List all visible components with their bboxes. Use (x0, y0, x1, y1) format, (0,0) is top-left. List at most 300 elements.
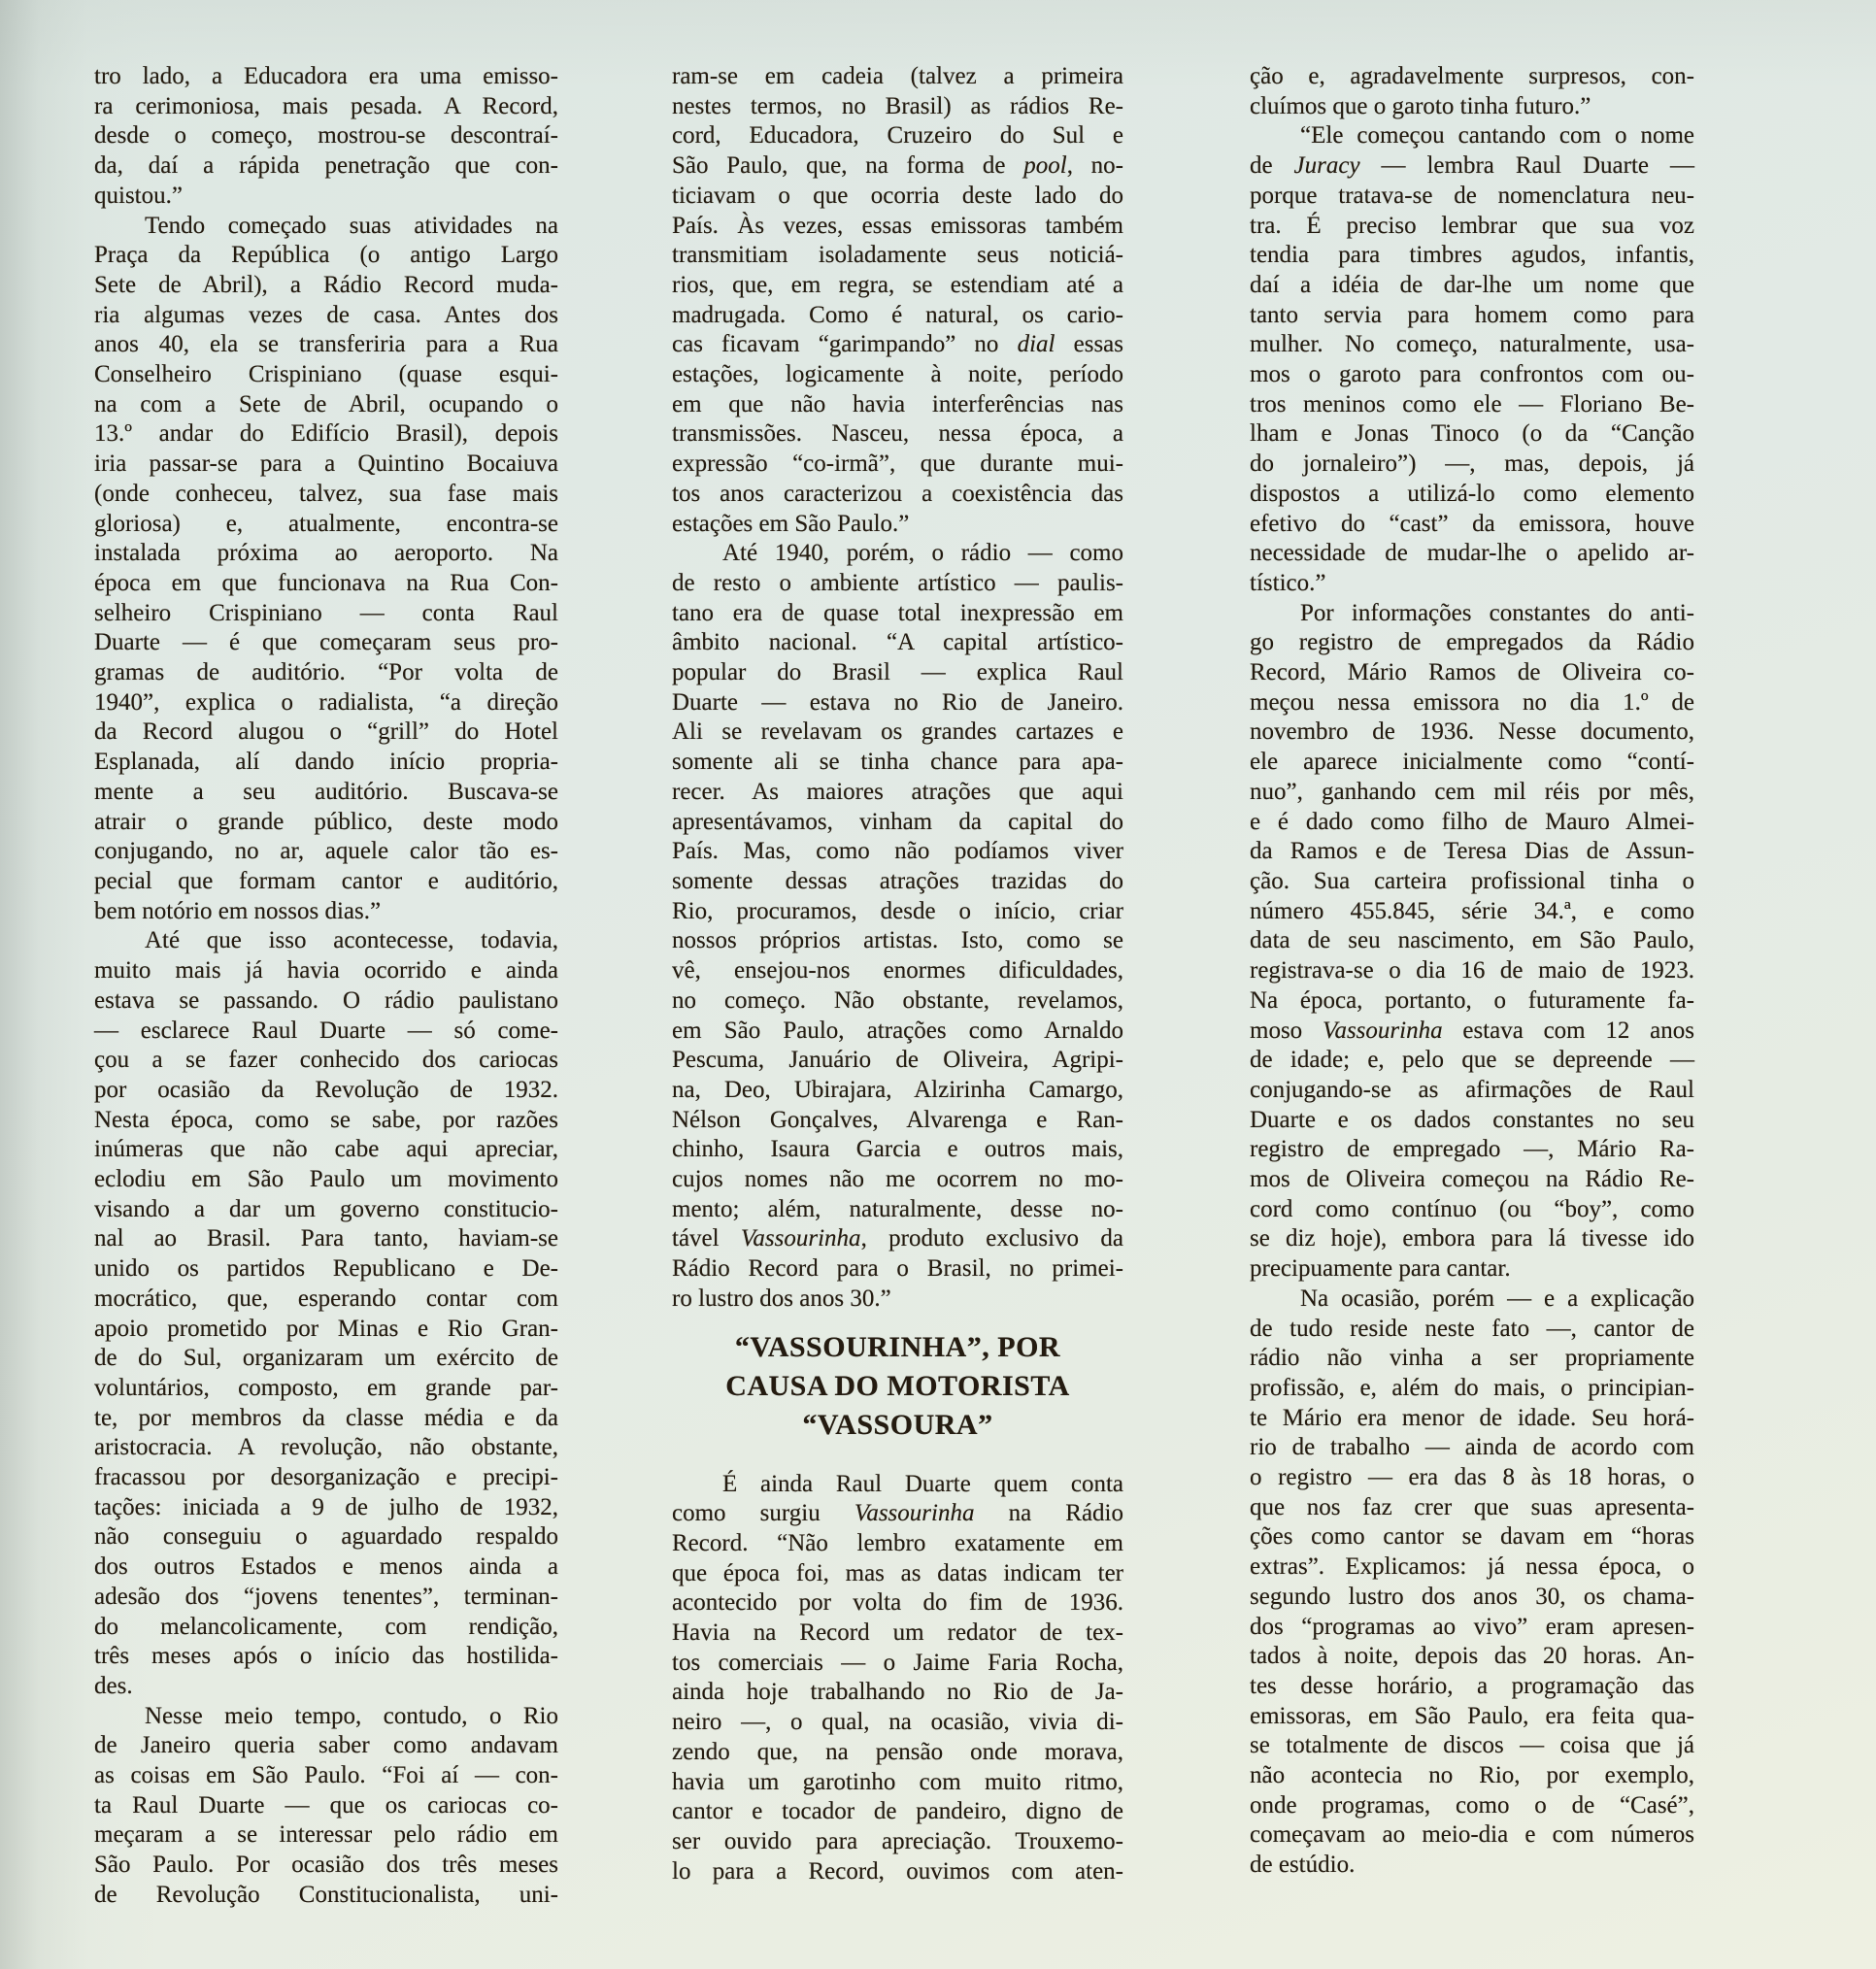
text-segment: Até 1940, porém, o rádio — como (722, 540, 1123, 567)
text-segment: tendia para timbres agudos, infantis, (1250, 242, 1694, 269)
text-line (672, 182, 1123, 212)
text-line (672, 1649, 1123, 1679)
text-line (672, 1076, 1123, 1106)
text-line (94, 658, 558, 688)
text-segment: data de seu nascimento, em São Paulo, (1250, 927, 1694, 954)
text-segment: Esplanada, alí dando início propria- (94, 749, 558, 776)
text-line (1250, 688, 1694, 718)
text-segment: segundo lustro dos anos 30, os chama- (1250, 1583, 1694, 1610)
text-line (94, 1613, 558, 1643)
text-segment: ele aparece inicialmente como “contí- (1250, 749, 1694, 776)
text-line (1250, 212, 1694, 242)
text-line (672, 1470, 1123, 1500)
paragraph (94, 62, 558, 212)
text-segment: extras”. Explicamos: já nessa época, o (1250, 1553, 1694, 1581)
heading-line: CAUSA DO MOTORISTA (725, 1369, 1070, 1402)
text-line (672, 808, 1123, 838)
text-line (672, 867, 1123, 897)
text-line (672, 360, 1123, 390)
text-line (94, 1642, 558, 1672)
text-line (672, 986, 1123, 1017)
text-segment: transmissões. Nasceu, nessa época, a (672, 420, 1123, 448)
text-segment: nossos próprios artistas. Isto, como se (672, 927, 1123, 954)
text-line (672, 121, 1123, 151)
text-line (672, 956, 1123, 986)
text-segment: nuo”, ganhando cem mil réis por mês, (1250, 778, 1694, 805)
text-line (1250, 956, 1694, 986)
text-segment: selheiro Crispiniano — conta Raul (94, 599, 558, 626)
text-segment: tanto servia para homem como para (1250, 301, 1694, 328)
paragraph (1250, 599, 1694, 1285)
text-line (94, 808, 558, 838)
text-segment: mos de Oliveira começou na Rádio Re- (1250, 1166, 1694, 1193)
text-segment: da Record alugou o “grill” do Hotel (94, 718, 558, 746)
text-segment: São Paulo. Por ocasião dos três meses (94, 1852, 558, 1879)
text-segment: tados à noite, depois das 20 horas. An- (1250, 1643, 1694, 1670)
text-line (94, 121, 558, 151)
text-segment: tes desse horário, a programação das (1250, 1672, 1694, 1699)
text-segment: voluntários, composto, em grande par- (94, 1374, 558, 1401)
text-line (94, 867, 558, 897)
text-line (94, 330, 558, 360)
text-segment: rios, que, em regra, se estendiam até a (672, 271, 1123, 298)
text-line (94, 301, 558, 331)
text-line (1250, 510, 1694, 540)
text-segment: efetivo do “cast” da emissora, houve (1250, 510, 1694, 537)
text-segment: desde o começo, mostrou-se descontraí- (94, 122, 558, 150)
text-line (1250, 1642, 1694, 1672)
text-segment: da, daí a rápida penetração que con- (94, 152, 558, 180)
text-segment: e é dado como filho de Mauro Almei- (1250, 808, 1694, 835)
text-segment: ção. Sua carteira profissional tinha o (1250, 867, 1694, 894)
text-segment: conjugando, no ar, aquele calor tão es- (94, 838, 558, 865)
text-line (94, 539, 558, 569)
text-segment: cord, Educadora, Cruzeiro do Sul e (672, 122, 1123, 150)
text-segment: no começo. Não obstante, revelamos, (672, 986, 1123, 1014)
text-line (94, 151, 558, 182)
paragraph (672, 1470, 1123, 1887)
text-segment: dos outros Estados e menos ainda a (94, 1553, 558, 1581)
text-segment: (onde conheceu, talvez, sua fase mais (94, 480, 558, 507)
text-segment: de (1250, 152, 1294, 180)
text-segment: go registro de empregados da Rádio (1250, 629, 1694, 656)
text-line (94, 1731, 558, 1761)
text-line (94, 1017, 558, 1047)
text-line (672, 1046, 1123, 1076)
text-segment: adesão dos “jovens tenentes”, terminan- (94, 1583, 558, 1610)
text-line (1250, 808, 1694, 838)
text-segment: número 455.845, série 34.ª, e como (1250, 897, 1694, 924)
text-segment: novembro de 1936. Nesse documento, (1250, 718, 1694, 746)
text-line (94, 1820, 558, 1851)
italic-text: pool (1023, 152, 1067, 180)
text-segment: que nos faz crer que suas apresenta- (1250, 1493, 1694, 1520)
text-segment: Ali se revelavam os grandes cartazes e (672, 718, 1123, 746)
text-line (1250, 569, 1694, 599)
text-line (94, 778, 558, 808)
text-segment: gloriosa) e, atualmente, encontra-se (94, 510, 558, 537)
text-line (94, 628, 558, 658)
text-line (94, 1522, 558, 1552)
text-segment: instalada próxima ao aeroporto. Na (94, 540, 558, 567)
text-segment: em que não havia interferências nas (672, 390, 1123, 417)
text-segment: cord como contínuo (ou “boy”, como (1250, 1195, 1694, 1222)
text-segment: transmitiam isoladamente seus noticiá- (672, 242, 1123, 269)
text-segment: não acontecia no Rio, por exemplo, (1250, 1762, 1694, 1789)
text-segment: estações, logicamente à noite, período (672, 361, 1123, 388)
text-line (1250, 1224, 1694, 1254)
text-segment: âmbito nacional. “A capital artístico- (672, 629, 1123, 656)
text-segment: Duarte — é que começaram seus pro- (94, 629, 558, 656)
text-segment: de tudo reside neste fato —, cantor de (1250, 1315, 1694, 1342)
text-line (94, 510, 558, 540)
text-segment: Havia na Record um redator de tex- (672, 1619, 1123, 1647)
text-segment: somente dessas atrações trazidas do (672, 867, 1123, 894)
text-line (1250, 926, 1694, 956)
text-line (94, 1552, 558, 1583)
text-segment: ram-se em cadeia (talvez a primeira (672, 63, 1123, 89)
text-line (1250, 837, 1694, 867)
text-segment: precipuamente para cantar. (1250, 1255, 1511, 1283)
text-line (672, 1768, 1123, 1798)
text-line (94, 956, 558, 986)
text-segment: mocrático, que, esperando contar com (94, 1285, 558, 1312)
italic-text: Vassourinha (740, 1225, 861, 1252)
text-line (672, 539, 1123, 569)
text-line (1250, 1285, 1694, 1315)
text-segment: Nesse meio tempo, contudo, o Rio (145, 1702, 558, 1729)
text-segment: Record. “Não lembro exatamente em (672, 1529, 1123, 1556)
text-line (672, 926, 1123, 956)
italic-text: dial (1017, 331, 1055, 358)
text-line (1250, 151, 1694, 182)
text-line (94, 62, 558, 92)
text-segment: Nesta época, como se sabe, por razões (94, 1106, 558, 1133)
text-segment: neiro —, o qual, na ocasião, vivia di- (672, 1709, 1123, 1736)
text-line (1250, 539, 1694, 569)
text-segment: çou a se fazer conhecido dos cariocas (94, 1047, 558, 1074)
text-line (1250, 1702, 1694, 1732)
text-segment: cujos nomes não me ocorrem no mo- (672, 1166, 1123, 1193)
text-line (672, 569, 1123, 599)
text-line (94, 1224, 558, 1254)
text-line (1250, 748, 1694, 778)
text-line (1250, 419, 1694, 450)
text-segment: mos o garoto para confrontos com ou- (1250, 361, 1694, 388)
text-segment: País. Mas, como não podíamos viver (672, 838, 1123, 865)
text-line (1250, 718, 1694, 748)
text-line (94, 986, 558, 1017)
text-line (672, 1708, 1123, 1738)
text-line (1250, 360, 1694, 390)
text-line (1250, 1404, 1694, 1434)
text-line (1250, 1851, 1694, 1881)
text-line (672, 1619, 1123, 1649)
text-segment: É ainda Raul Duarte quem conta (722, 1470, 1123, 1497)
text-segment: na com a Sete de Abril, ocupando o (94, 390, 558, 417)
text-segment: estava com 12 anos (1442, 1017, 1694, 1044)
text-segment: o registro — era das 8 às 18 horas, o (1250, 1464, 1694, 1491)
text-line (672, 1827, 1123, 1857)
text-line (94, 897, 558, 927)
text-line (1250, 450, 1694, 480)
text-segment: três meses após o início das hostilida- (94, 1643, 558, 1670)
text-line (94, 599, 558, 629)
text-line (1250, 1374, 1694, 1404)
text-line (672, 1738, 1123, 1768)
text-line (672, 1797, 1123, 1827)
text-segment: Rio, procuramos, desde o início, criar (672, 897, 1123, 924)
text-segment: ria algumas vezes de casa. Antes dos (94, 301, 558, 328)
text-segment: da Ramos e de Teresa Dias de Assun- (1250, 838, 1694, 865)
text-segment: aristocracia. A revolução, não obstante, (94, 1434, 558, 1461)
text-segment: como surgiu (672, 1500, 854, 1527)
text-segment: “Ele começou cantando com o nome (1300, 122, 1694, 150)
text-segment: bem notório em nossos dias.” (94, 897, 382, 924)
text-segment: 13.º andar do Edifício Brasil), depois (94, 420, 558, 448)
text-segment: meçaram a se interessar pelo rádio em (94, 1821, 558, 1849)
text-segment: nestes termos, no Brasil) as rádios Re- (672, 92, 1123, 119)
text-line (672, 450, 1123, 480)
text-line (94, 1135, 558, 1165)
text-segment: unido os partidos Republicano e De- (94, 1255, 558, 1283)
text-segment: acontecido por volta do fim de 1936. (672, 1589, 1123, 1617)
text-segment: mento; além, naturalmente, desse no- (672, 1195, 1123, 1222)
text-line (94, 419, 558, 450)
text-line (672, 92, 1123, 122)
text-column-2 (672, 62, 1123, 1886)
text-line (672, 151, 1123, 182)
text-segment: de Revolução Constitucionalista, uni- (94, 1881, 558, 1908)
text-line (672, 1165, 1123, 1195)
text-segment: Até que isso acontecesse, todavia, (145, 927, 558, 954)
text-segment: Praça da República (o antigo Largo (94, 242, 558, 269)
text-segment: ção e, agradavelmente surpresos, con- (1250, 63, 1694, 89)
text-segment: na, Deo, Ubirajara, Alzirinha Camargo, (672, 1076, 1123, 1103)
text-segment: na Rádio (974, 1500, 1123, 1527)
text-line (672, 1224, 1123, 1254)
text-segment: chinho, Isaura Garcia e outros mais, (672, 1136, 1123, 1163)
text-segment: de do Sul, organizaram um exército de (94, 1345, 558, 1372)
text-segment: Por informações constantes do anti- (1300, 599, 1694, 626)
text-line (94, 1672, 558, 1702)
text-segment: do jornaleiro”) —, mas, depois, já (1250, 451, 1694, 478)
text-segment: vê, ensejou-nos enormes dificuldades, (672, 957, 1123, 984)
text-line (1250, 986, 1694, 1017)
text-segment: ro lustro dos anos 30.” (672, 1285, 891, 1312)
text-line (1250, 480, 1694, 510)
text-line (94, 1433, 558, 1463)
text-line (94, 1463, 558, 1493)
text-segment: registro de empregado —, Mário Ra- (1250, 1136, 1694, 1163)
text-segment: tos comerciais — o Jaime Faria Rocha, (672, 1649, 1123, 1676)
text-line (1250, 1433, 1694, 1463)
text-line (1250, 1463, 1694, 1493)
text-line (94, 1583, 558, 1613)
text-segment: tações: iniciada a 9 de julho de 1932, (94, 1493, 558, 1520)
text-segment: quistou.” (94, 182, 183, 209)
text-line (1250, 1195, 1694, 1225)
text-line (672, 658, 1123, 688)
text-segment: de idade; e, pelo que se depreende — (1250, 1047, 1694, 1074)
text-line (672, 599, 1123, 629)
text-line (672, 301, 1123, 331)
text-line (672, 1678, 1123, 1708)
text-segment: , no- (1066, 152, 1123, 180)
text-segment: rádio não vinha a ser propriamente (1250, 1345, 1694, 1372)
text-segment: que época foi, mas as datas indicam ter (672, 1559, 1123, 1586)
text-segment: em São Paulo, atrações como Arnaldo (672, 1017, 1123, 1044)
text-segment: Tendo começado suas atividades na (145, 212, 558, 239)
text-segment: atrair o grande público, deste modo (94, 808, 558, 835)
text-line (94, 1254, 558, 1285)
text-segment: ainda hoje trabalhando no Rio de Ja- (672, 1679, 1123, 1706)
text-line (94, 1791, 558, 1821)
text-segment: — lembra Raul Duarte — (1359, 152, 1694, 180)
text-segment: Na época, portanto, o futuramente fa- (1250, 986, 1694, 1014)
text-line (1250, 1613, 1694, 1643)
text-segment: dispostos a utilizá-lo como elemento (1250, 480, 1694, 507)
text-segment: São Paulo, que, na forma de (672, 152, 1024, 180)
text-segment: registrava-se o dia 16 de maio de 1923. (1250, 957, 1694, 984)
text-segment: zendo que, na pensão onde morava, (672, 1738, 1123, 1765)
text-line (672, 330, 1123, 360)
text-segment: , produto exclusivo da (860, 1225, 1123, 1252)
text-segment: se diz hoje), embora para lá tivesse ido (1250, 1225, 1694, 1252)
text-segment: iria passar-se para a Quintino Bocaiuva (94, 451, 558, 478)
text-line (94, 212, 558, 242)
text-segment: porque tratava-se de nomenclatura neu- (1250, 182, 1694, 209)
text-segment: Conselheiro Crispiniano (quase esqui- (94, 361, 558, 388)
text-line (94, 1076, 558, 1106)
text-segment: conjugando-se as afirmações de Raul (1250, 1076, 1694, 1103)
text-line (1250, 1135, 1694, 1165)
text-segment: Pescuma, Januário de Oliveira, Agripi- (672, 1047, 1123, 1074)
text-segment: tano era de quase total inexpressão em (672, 599, 1123, 626)
text-segment: profissão, e, além do mais, o principian- (1250, 1374, 1694, 1401)
text-line (94, 1046, 558, 1076)
section-heading (672, 1328, 1123, 1445)
text-line (672, 1559, 1123, 1589)
text-line (1250, 241, 1694, 271)
text-line (94, 241, 558, 271)
paragraph (672, 539, 1123, 1314)
text-segment: 1940”, explica o radialista, “a direção (94, 688, 558, 716)
text-segment: te Mário era menor de idade. Seu horá- (1250, 1404, 1694, 1431)
text-segment: tro lado, a Educadora era uma emisso- (94, 63, 558, 89)
text-segment: inúmeras que não cabe aqui apreciar, (94, 1136, 558, 1163)
text-segment: começavam ao meio-dia e com números (1250, 1821, 1694, 1849)
text-line (1250, 330, 1694, 360)
text-segment: tos anos caracterizou a coexistência das (672, 480, 1123, 507)
text-line (1250, 897, 1694, 927)
text-column-1 (94, 62, 558, 1911)
text-segment: anos 40, ela se transferiria para a Rua (94, 331, 558, 358)
text-segment: des. (94, 1672, 133, 1699)
text-segment: ra cerimoniosa, mais pesada. A Record, (94, 92, 558, 119)
text-line (1250, 92, 1694, 122)
text-segment: Sete de Abril), a Rádio Record muda- (94, 271, 558, 298)
text-segment: cas ficavam “garimpando” no (672, 331, 1018, 358)
text-segment: popular do Brasil — explica Raul (672, 659, 1123, 686)
text-line (1250, 1820, 1694, 1851)
text-segment: não conseguiu o aguardado respaldo (94, 1523, 558, 1551)
paragraph (1250, 1285, 1694, 1881)
text-segment: mente a seu auditório. Buscava-se (94, 778, 558, 805)
text-line (94, 182, 558, 212)
text-line (1250, 1522, 1694, 1552)
text-line (94, 748, 558, 778)
text-segment: Nélson Gonçalves, Alvarenga e Ran- (672, 1106, 1123, 1133)
text-line (672, 1106, 1123, 1136)
text-line (672, 1499, 1123, 1529)
text-line (1250, 1583, 1694, 1613)
text-line (94, 480, 558, 510)
text-segment: se totalmente de discos — coisa que já (1250, 1732, 1694, 1759)
text-line (94, 1195, 558, 1225)
text-segment: Duarte — estava no Rio de Janeiro. (672, 688, 1123, 716)
text-segment: Na ocasião, porém — e a explicação (1300, 1285, 1694, 1312)
text-line (1250, 867, 1694, 897)
text-segment: Rádio Record para o Brasil, no primei- (672, 1255, 1123, 1283)
text-line (672, 1135, 1123, 1165)
text-line (672, 1588, 1123, 1619)
text-line (672, 212, 1123, 242)
text-line (1250, 658, 1694, 688)
text-segment: tável (672, 1225, 741, 1252)
text-line (672, 510, 1123, 540)
text-segment: eclodiu em São Paulo um movimento (94, 1166, 558, 1193)
text-line (1250, 1254, 1694, 1285)
text-line (1250, 271, 1694, 301)
text-segment: tra. É preciso lembrar que sua voz (1250, 212, 1694, 239)
text-line (672, 1254, 1123, 1285)
text-segment: apresentávamos, vinham da capital do (672, 808, 1123, 835)
text-column-3 (1250, 62, 1694, 1881)
text-line (1250, 1552, 1694, 1583)
text-segment: expressão “co-irmã”, que durante mui- (672, 451, 1123, 478)
text-segment: muito mais já havia ocorrido e ainda (94, 957, 558, 984)
text-line (94, 271, 558, 301)
text-line (1250, 599, 1694, 629)
text-line (94, 718, 558, 748)
text-line (94, 1285, 558, 1315)
text-segment: tros meninos como ele — Floriano Be- (1250, 390, 1694, 417)
text-segment: cluímos que o garoto tinha futuro.” (1250, 92, 1591, 119)
text-segment: somente ali se tinha chance para apa- (672, 749, 1123, 776)
text-segment: rio de trabalho — ainda de acordo com (1250, 1434, 1694, 1461)
text-line (1250, 1017, 1694, 1047)
text-segment: gramas de auditório. “Por volta de (94, 659, 558, 686)
text-line (94, 1404, 558, 1434)
text-segment: as coisas em São Paulo. “Foi aí — con- (94, 1762, 558, 1789)
text-line (672, 778, 1123, 808)
text-line (672, 390, 1123, 420)
text-line (94, 569, 558, 599)
paragraph (94, 212, 558, 927)
text-line (1250, 1761, 1694, 1791)
text-line (672, 628, 1123, 658)
text-line (1250, 1493, 1694, 1523)
text-line (94, 926, 558, 956)
text-line (94, 92, 558, 122)
paragraph (1250, 121, 1694, 598)
text-line (1250, 62, 1694, 92)
text-line (1250, 1165, 1694, 1195)
italic-text: Juracy (1293, 152, 1360, 180)
text-line (94, 1344, 558, 1374)
text-segment: ser ouvido para apreciação. Trouxemo- (672, 1827, 1123, 1854)
